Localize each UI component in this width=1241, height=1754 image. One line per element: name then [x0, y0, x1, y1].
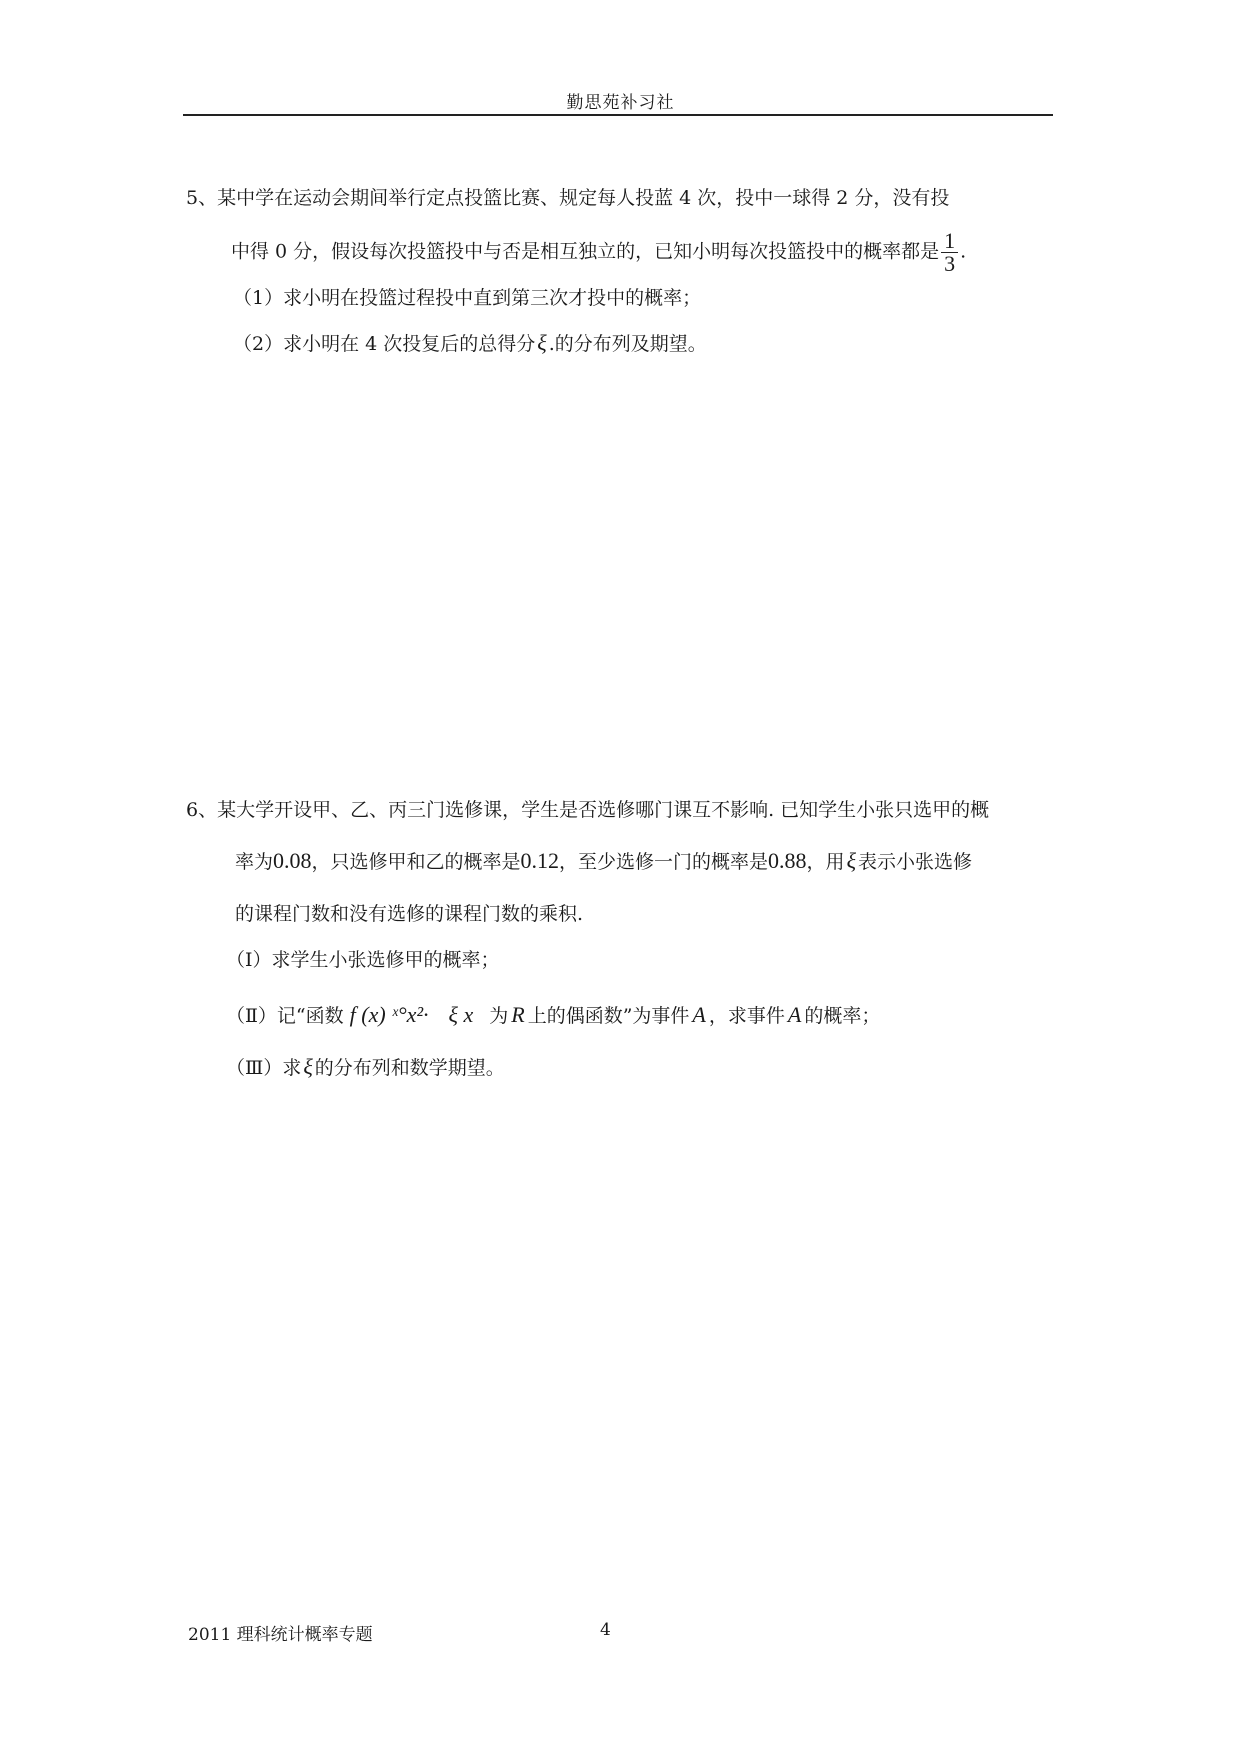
problem6-question3: [226, 1055, 505, 1080]
problem5-q2-text-a: （2）求小明在 4 次投复后的总得分: [233, 333, 536, 355]
set-R: R: [511, 1002, 525, 1027]
problem6-q2-b: 为: [489, 1005, 509, 1027]
problem6-q3-a: （Ⅲ）求: [226, 1057, 302, 1079]
problem6-line2-b: ，只选修甲和乙的概率是: [311, 851, 521, 873]
problem5-question1: （1）求小明在投篮过程投中直到第三次才投中的概率；: [233, 287, 702, 309]
footer-document-title: 2011 理科统计概率专题: [188, 1625, 373, 1645]
problem5-question2: [233, 331, 707, 356]
fraction-one-third: [941, 230, 958, 275]
event-A: A: [692, 1002, 706, 1027]
problem6-line2-d: ，用: [806, 851, 845, 873]
problem6-line2-c: ，至少选修一门的概率是: [559, 851, 769, 873]
fraction-denominator: 3: [944, 251, 956, 276]
problem6-line1: 6、某大学开设甲、乙、丙三门选修课，学生是否选修哪门课互不影响. 已知学生小张只选甲的概: [186, 799, 990, 821]
problem5-line1: 5、某中学在运动会期间举行定点投篮比赛、规定每人投蓝 4 次，投中一球得 2 分，没有投: [186, 187, 950, 209]
problem5-q2-text-b: .的分布列及期望。: [548, 333, 707, 355]
garbled-formula: ˣ°x²·: [391, 1002, 429, 1027]
problem6-q2-d: ，求事件: [708, 1005, 785, 1027]
event-A: A: [787, 1002, 802, 1027]
problem6-line3: 的课程门数和没有选修的课程门数的乘积.: [235, 903, 584, 925]
prob-value-3: 0.88: [768, 848, 807, 873]
fraction-numerator: 1: [941, 230, 958, 253]
problem6-line2-a: 率为: [235, 851, 274, 873]
xi-x-formula: ξ x: [448, 1002, 474, 1027]
page-header-title: 勤思苑补习社: [566, 93, 675, 113]
xi-symbol: ξ: [303, 1054, 313, 1079]
prob-value-2: 0.12: [520, 848, 560, 873]
function-fx: f (x): [349, 1002, 386, 1027]
problem6-question2: [226, 1003, 880, 1028]
header-divider: [183, 114, 1053, 116]
footer-page-number: 4: [600, 1620, 611, 1640]
problem6-line2-e: 表示小张选修: [857, 851, 972, 873]
problem5-line2-text: 中得 0 分，假设每次投篮投中与否是相互独立的，已知小明每次投篮投中的概率都是: [231, 240, 940, 263]
problem5-line2: [231, 230, 966, 275]
problem6-q2-a: （Ⅱ）记“函数: [226, 1005, 344, 1027]
problem5-line2-end: .: [960, 240, 967, 263]
xi-symbol: ξ: [537, 330, 547, 355]
prob-value-1: 0.08: [273, 848, 312, 873]
problem6-question1: （Ⅰ）求学生小张选修甲的概率；: [226, 949, 500, 971]
xi-symbol: ξ: [846, 848, 856, 873]
problem6-q2-c: 上的偶函数”为事件: [527, 1005, 690, 1027]
problem6-line2: [235, 849, 972, 874]
problem6-q2-e: 的概率；: [804, 1005, 881, 1027]
problem6-q3-b: 的分布列和数学期望。: [314, 1057, 505, 1079]
